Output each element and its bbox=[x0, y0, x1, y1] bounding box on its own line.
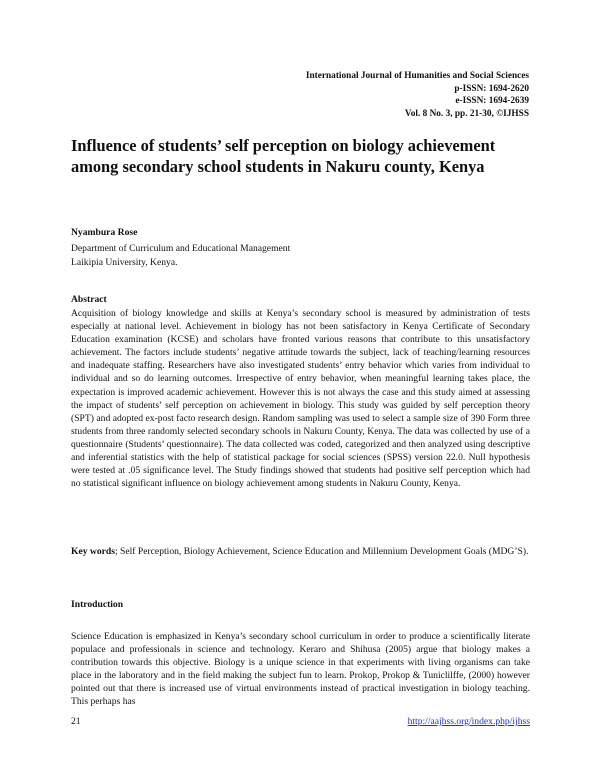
page-number: 21 bbox=[71, 716, 81, 727]
keywords-text: ; Self Perception, Biology Achievement, Science Education and Millennium Development Goals (MDG’S). bbox=[114, 546, 529, 557]
keywords bbox=[71, 545, 530, 558]
volume-info: Vol. 8 No. 3, pp. 21-30, ©IJHSS bbox=[404, 108, 529, 119]
p-issn: p-ISSN: 1694-2620 bbox=[454, 83, 529, 94]
journal-name: International Journal of Humanities and Social Sciences bbox=[305, 71, 529, 81]
abstract-heading: Abstract bbox=[71, 294, 107, 305]
paper-title: Influence of students’ self perception on biology achievement among secondary school students in Nakuru county, Kenya bbox=[71, 136, 496, 176]
author-name: Nyambura Rose bbox=[71, 227, 138, 238]
keywords-label: Key words bbox=[71, 546, 115, 557]
author-institution: Laikipia University, Kenya. bbox=[71, 257, 178, 268]
journal-link[interactable]: http://aajhss.org/index.php/ijhss bbox=[407, 716, 530, 727]
author-block bbox=[71, 226, 290, 270]
e-issn: e-ISSN: 1694-2639 bbox=[455, 96, 529, 107]
introduction-body: Science Education is emphasized in Kenya’s secondary school curriculum in order to produce a scientifically literate populace and professionals in science and technology. Keraro and Shihusa (2005) argue that biology makes a contribution towards this objective. Biology is a unique science in that experiments with living organisms can take place in the laboratory and in the field making the subject fun to learn. Prokop, Prokop & Tuniclilffe, (2000) however pointed out that there is increased use of virtual environments instead of practical investigation in biology teaching. This perhaps has bbox=[71, 631, 530, 708]
abstract-body: Acquisition of biology knowledge and skills at Kenya’s secondary school is measured by administration of tests especially at national level. Achievement in biology has not been satisfactory in Kenya Certificate of Secondary Education examination (KCSE) and scholars have fronted various reasons that contribute to this unsatisfactory achievement. The factors include students’ negative attitude towards the subject, lack of teaching/learning resources and inadequate staffing. Researchers have also investigated students’ entry behavior which varies from individual to individual and so do learning outcomes. Irrespective of entry behavior, when meaningful learning takes place, the expectation is improved academic achievement. However this is not always the case and this study aimed at assessing the impact of students’ self perception on achievement in biology. This study was guided by self perception theory (SPT) and adopted ex-post facto research design. Random sampling was used to select a sample size of 390 Form three students from three randomly selected secondary schools in Nakuru County, Kenya. The data was collected by use of a questionnaire (Students’ questionnaire). The data collected was coded, categorized and then analyzed using descriptive and inferential statistics with the help of statistical package for social sciences (SPSS) version 22.0. Null hypothesis were tested at .05 significance level. The Study findings showed that students had positive self perception which had no statistical significant influence on biology achievement among students in Nakuru County, Kenya. bbox=[71, 308, 530, 490]
introduction-heading: Introduction bbox=[71, 599, 124, 610]
journal-header bbox=[306, 70, 529, 120]
author-department: Department of Curriculum and Educational Management bbox=[71, 243, 291, 254]
